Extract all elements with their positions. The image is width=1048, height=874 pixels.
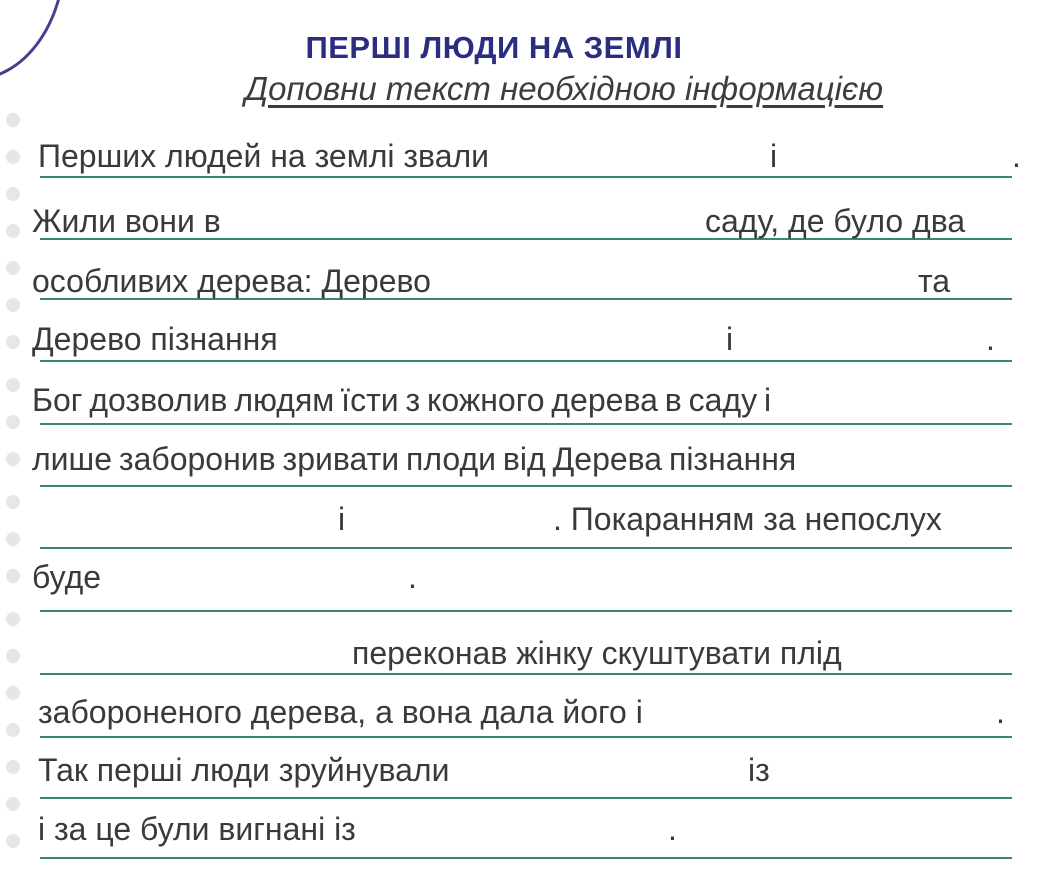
writing-line <box>40 610 1012 612</box>
text-segment: Жили вони в <box>32 203 221 239</box>
binding-dot <box>6 224 20 238</box>
binding-dot <box>6 415 20 429</box>
binding-dot <box>6 532 20 546</box>
text-segment: забороненого дерева, а вона дала його і <box>38 694 643 730</box>
writing-line <box>40 857 1012 859</box>
text-segment: . Покаранням за непослух <box>553 501 942 537</box>
writing-line <box>40 360 1012 362</box>
binding-dot <box>6 760 20 774</box>
binding-dot <box>6 113 20 127</box>
text-segment: Так перші люди зруйнували <box>38 752 450 788</box>
page-title: ПЕРШІ ЛЮДИ НА ЗЕМЛІ <box>305 30 683 65</box>
binding-dot <box>6 187 20 201</box>
writing-line <box>40 176 1012 178</box>
text-segment: особливих дерева: Дерево <box>32 263 431 299</box>
writing-line <box>40 423 1012 425</box>
text-segment: і <box>338 501 346 537</box>
binding-dot <box>6 335 20 349</box>
text-segment: переконав жінку скуштувати плід <box>352 635 842 671</box>
binding-dot <box>6 150 20 164</box>
text-segment: і <box>770 138 778 174</box>
text-segment: . <box>668 811 677 847</box>
text-segment: і за це були вигнані із <box>38 811 356 847</box>
binding-dot <box>6 298 20 312</box>
text-segment: та <box>918 263 951 299</box>
text-segment: саду, де було два <box>705 203 966 239</box>
instruction-subtitle: Доповни текст необхідною інформацією <box>244 70 884 107</box>
binding-dot <box>6 723 20 737</box>
text-segment: . <box>408 559 417 595</box>
binding-dot <box>6 378 20 392</box>
writing-line <box>40 673 1012 675</box>
binding-dot <box>6 612 20 626</box>
text-segment: . <box>1012 138 1021 174</box>
text-segment: із <box>748 752 770 788</box>
binding-dot <box>6 649 20 663</box>
binding-dot <box>6 797 20 811</box>
text-segment: . <box>996 694 1005 730</box>
binding-dot <box>6 569 20 583</box>
text-segment: буде <box>32 559 102 595</box>
text-segment: Дерево пізнання <box>32 321 278 357</box>
text-segment: Перших людей на землі звали <box>38 138 490 174</box>
text-segment: і <box>726 321 734 357</box>
writing-line <box>40 797 1012 799</box>
writing-line <box>40 736 1012 738</box>
binding-dot <box>6 834 20 848</box>
binding-dot <box>6 495 20 509</box>
writing-line <box>40 485 1012 487</box>
text-segment: . <box>986 321 995 357</box>
text-segment: Бог дозволив людям їсти з кожного дерева в саду і <box>32 382 772 418</box>
writing-line <box>40 547 1012 549</box>
binding-dot <box>6 261 20 275</box>
text-segment: лише заборонив зривати плоди від Дерева пізнання <box>32 441 797 477</box>
binding-dot <box>6 452 20 466</box>
binding-dot <box>6 686 20 700</box>
